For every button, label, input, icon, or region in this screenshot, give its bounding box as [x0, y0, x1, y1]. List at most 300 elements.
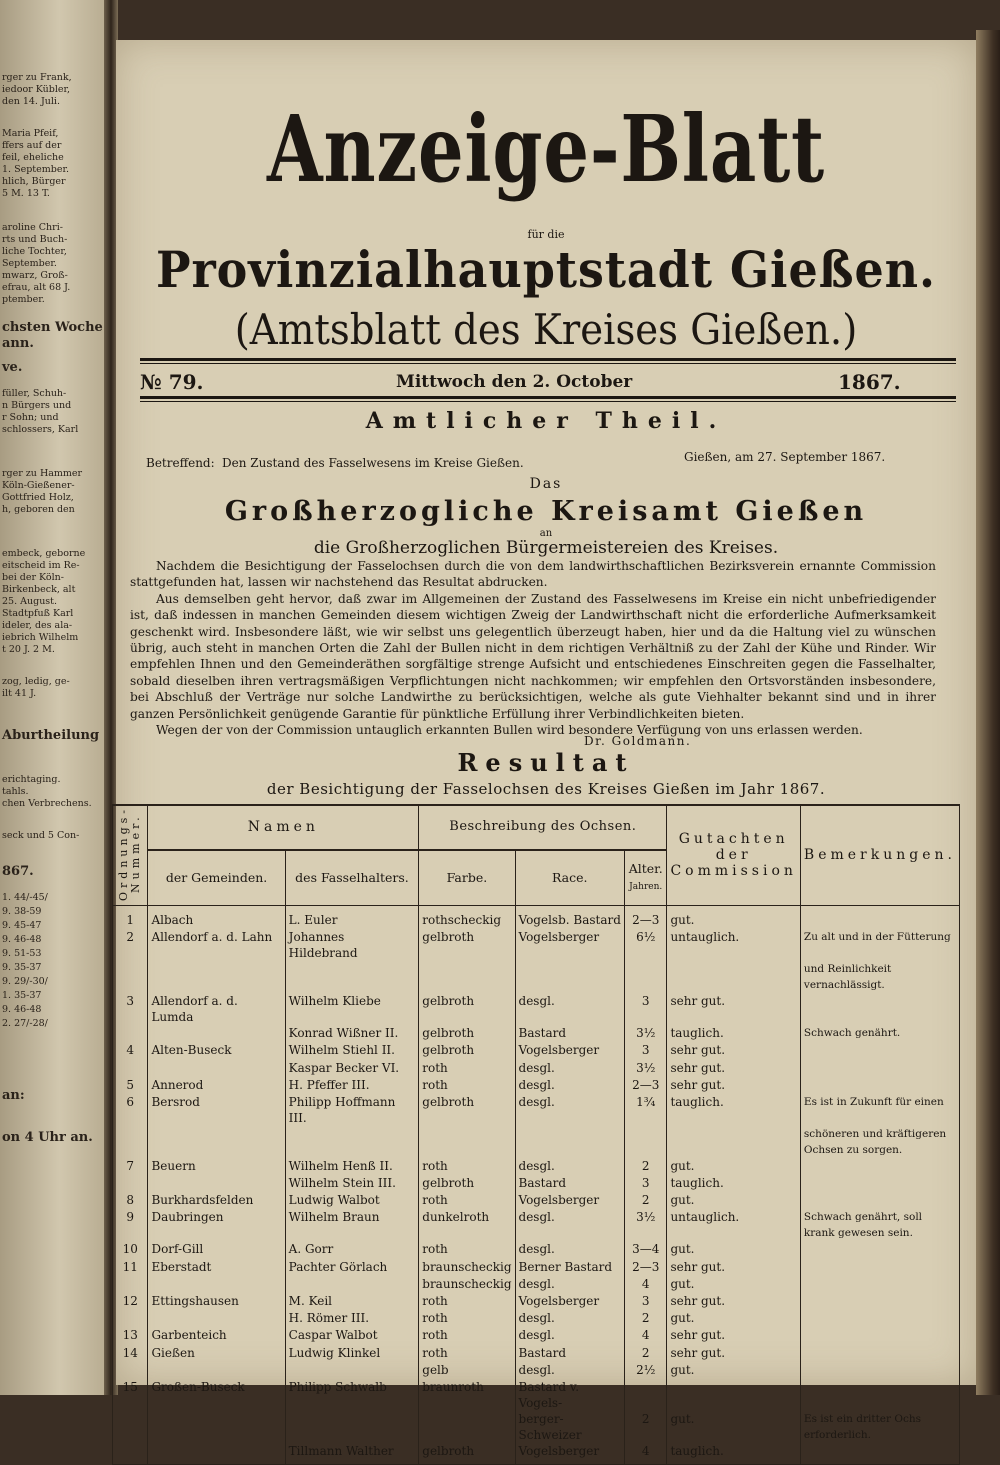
signature: Dr. Goldmann. [584, 734, 692, 748]
cell-nr [113, 1310, 148, 1327]
cell-halter: Tillmann Walther [285, 1443, 419, 1460]
cell-bem [800, 1077, 959, 1094]
masthead-subtitle: Provinzialhauptstadt Gießen. [156, 240, 936, 299]
fragment-line: ve. [2, 360, 23, 375]
table-row [113, 1362, 960, 1379]
fragment-line: n Bürgers und [2, 400, 72, 411]
col-gemeinden: der Gemeinden. [148, 850, 285, 906]
paragraph: Wegen der von der Commission untauglich erkannten Bullen wird besondere Verfügung von uns erlassen werden. [156, 723, 863, 738]
cell-gemeinde: Alten-Buseck [148, 1042, 285, 1059]
cell-race: desgl. [515, 993, 624, 1025]
cell-bem [800, 1060, 959, 1077]
cell-farbe: gelbroth [419, 1025, 515, 1042]
issue-date: Mittwoch den 2. October [396, 372, 633, 392]
fragment-line: chen Verbrechens. [2, 798, 92, 809]
cell-bem: und Reinlichkeit vernachlässigt. [800, 961, 959, 993]
cell-gutachten: sehr gut. [667, 1042, 800, 1059]
cell-halter: L. Euler [285, 912, 419, 929]
table-row [113, 1259, 960, 1276]
cell-gemeinde: Annerod [148, 1077, 285, 1094]
cell-bem [800, 1443, 959, 1460]
cell-nr: 2 [113, 929, 148, 961]
fragment-line: 9. 46-48 [2, 1004, 42, 1015]
cell-farbe [419, 1411, 515, 1443]
fragment-line: efrau, alt 68 J. [2, 282, 71, 293]
cell-gutachten: tauglich. [667, 1094, 800, 1126]
cell-farbe: dunkelroth [419, 1209, 515, 1241]
table-row [113, 1327, 960, 1344]
cell-race: desgl. [515, 1060, 624, 1077]
cell-alter: 6½ [624, 929, 666, 961]
issuer-das: Das [529, 476, 563, 492]
cell-gemeinde: Gießen [148, 1345, 285, 1362]
cell-race [515, 961, 624, 993]
cell-gemeinde: Burkhardsfelden [148, 1192, 285, 1209]
cell-halter: Ludwig Walbot [285, 1192, 419, 1209]
cell-nr: 9 [113, 1209, 148, 1241]
cell-bem [800, 1042, 959, 1059]
fragment-line: on 4 Uhr an. [2, 1130, 93, 1145]
cell-gemeinde: Bersrod [148, 1094, 285, 1126]
cell-halter [285, 1126, 419, 1158]
cell-halter: A. Gorr [285, 1241, 419, 1258]
fragment-line: schlossers, Karl [2, 424, 79, 435]
cell-alter: 2—3 [624, 1077, 666, 1094]
col-farbe: Farbe. [419, 850, 515, 906]
paragraph: Aus demselben geht hervor, daß zwar im Allgemeinen der Zustand des Fasselwesens im Kreise ein nicht unbefriedigender ist, daß indessen in manchen Gemeinden diesem wichtigen Zweig der Landwirthschaft nicht die erforderliche Aufmerksamkeit geschenkt wird. Insbesondere läßt, wie wir selbst uns gelegentlich überzeugt haben, hier und da die Haltung viel zu wünschen übrig, auch steht in manchen Orten die Zahl der Bullen nicht in dem richtigen Verhältniß zu der Zahl der Kühe und Rinder. Wir empfehlen Ihnen und den Gemeinderäthen sorgfältige strenge Aufsicht und entschiedenes Einschreiten gegen die Fasselhalter, sobald dieselben ihren vertragsmäßigen Verpflichtungen nicht nachkommen; wir empfehlen den Ortsvorständen insbesondere, bei Abschluß der Verträge nur solche Landwirthe zu berücksichtigen, welche als gute Viehhalter bekannt sind und in ihrer ganzen Persönlichkeit genügende Garantie für pünktliche Erfüllung ihrer Verbindlichkeiten bieten. [130, 591, 936, 721]
cell-gutachten: sehr gut. [667, 1077, 800, 1094]
fragment-line: ffers auf der [2, 140, 62, 151]
fragment-line: füller, Schuh- [2, 388, 67, 399]
cell-nr: 3 [113, 993, 148, 1025]
fragment-line: h, geboren den [2, 504, 75, 515]
cell-bem: Schwach genährt, soll krank gewesen sein. [800, 1209, 959, 1241]
cell-gemeinde [148, 1362, 285, 1379]
table-row [113, 961, 960, 993]
cell-gutachten: gut. [667, 1241, 800, 1258]
fragment-line: 9. 35-37 [2, 962, 42, 973]
cell-alter: 2½ [624, 1362, 666, 1379]
col-bemerkungen: Bemerkungen. [800, 805, 959, 905]
cell-farbe [419, 961, 515, 993]
cell-gemeinde [148, 1060, 285, 1077]
cell-alter: 3 [624, 1175, 666, 1192]
table-row [113, 1126, 960, 1158]
table-row [113, 1060, 960, 1077]
fragment-line: 9. 29/-30/ [2, 976, 48, 987]
cell-halter: Wilhelm Stiehl II. [285, 1042, 419, 1059]
col-race: Race. [515, 850, 624, 906]
cell-nr: 13 [113, 1327, 148, 1344]
cell-gutachten: tauglich. [667, 1443, 800, 1460]
cell-race: berger-Schweizer [515, 1411, 624, 1443]
cell-gemeinde: Großen-Buseck [148, 1379, 285, 1411]
col-ord: Ordnungs-Nummer. [113, 805, 148, 905]
betreff-label: Betreffend: [146, 456, 215, 470]
fragment-line: chsten Woche [2, 320, 103, 335]
fragment-line: an: [2, 1088, 25, 1103]
cell-farbe: gelbroth [419, 993, 515, 1025]
cell-farbe: gelb [419, 1362, 515, 1379]
cell-farbe: roth [419, 1310, 515, 1327]
fragment-line: iedoor Kübler, [2, 84, 71, 95]
cell-farbe: roth [419, 1158, 515, 1175]
cell-halter [285, 1362, 419, 1379]
newspaper-page [116, 40, 976, 1458]
cell-nr [113, 1126, 148, 1158]
cell-farbe: braunscheckig [419, 1259, 515, 1276]
fragment-line: Köln-Gießener- [2, 480, 75, 491]
cell-alter [624, 961, 666, 993]
table-row [113, 929, 960, 961]
fragment-line: 5 M. 13 T. [2, 188, 50, 199]
result-subtitle: der Besichtigung der Fasselochsen des Kreises Gießen im Jahr 1867. [266, 780, 826, 798]
cell-alter: 2 [624, 1411, 666, 1443]
cell-halter [285, 1276, 419, 1293]
cell-farbe: gelbroth [419, 1175, 515, 1192]
cell-gemeinde: Albach [148, 912, 285, 929]
cell-nr: 8 [113, 1192, 148, 1209]
cell-halter: Pachter Görlach [285, 1259, 419, 1276]
fragment-line: Stadtpfuß Karl [2, 608, 74, 619]
masthead-title: Anzeige-Blatt [267, 95, 825, 203]
fragment-line: mwarz, Groß- [2, 270, 68, 281]
fragment-line: ptember. [2, 294, 45, 305]
table-row [113, 1158, 960, 1175]
cell-nr: 14 [113, 1345, 148, 1362]
fragment-line: rger zu Frank, [2, 72, 72, 83]
cell-halter: Ludwig Klinkel [285, 1345, 419, 1362]
book-edge [976, 30, 1000, 1395]
table-row [113, 1094, 960, 1126]
cell-alter: 3½ [624, 1209, 666, 1241]
cell-bem: Es ist in Zukunft für einen [800, 1094, 959, 1126]
cell-alter: 3 [624, 1293, 666, 1310]
place-date: Gießen, am 27. September 1867. [684, 450, 886, 464]
recipients: die Großherzoglichen Bürgermeistereien des Kreises. [313, 538, 779, 558]
cell-gutachten: sehr gut. [667, 1293, 800, 1310]
rule-dateline-thin [140, 401, 956, 402]
cell-gemeinde: Allendorf a. d. Lumda [148, 993, 285, 1025]
cell-alter: 3 [624, 1042, 666, 1059]
cell-race: desgl. [515, 1077, 624, 1094]
cell-gutachten: gut. [667, 1192, 800, 1209]
cell-alter: 3—4 [624, 1241, 666, 1258]
cell-nr: 1 [113, 912, 148, 929]
cell-halter: Kaspar Becker VI. [285, 1060, 419, 1077]
cell-alter: 2 [624, 1345, 666, 1362]
fragment-line: 9. 46-48 [2, 934, 42, 945]
cell-race: desgl. [515, 1276, 624, 1293]
fragment-line: rger zu Hammer [2, 468, 83, 479]
cell-gemeinde [148, 1025, 285, 1042]
cell-gemeinde: Garbenteich [148, 1327, 285, 1344]
table-row [113, 1293, 960, 1310]
table-row [113, 993, 960, 1025]
table-row [113, 1345, 960, 1362]
fragment-line: hlich, Bürger [2, 176, 66, 187]
cell-gemeinde: Ettingshausen [148, 1293, 285, 1310]
fragment-line: 1. September. [2, 164, 69, 175]
cell-alter: 2 [624, 1310, 666, 1327]
cell-bem [800, 1241, 959, 1258]
cell-gutachten: gut. [667, 1158, 800, 1175]
cell-race: Vogelsb. Bastard [515, 912, 624, 929]
adjacent-page-fragment [0, 0, 108, 1395]
cell-alter: 2—3 [624, 912, 666, 929]
cell-bem: Schwach genährt. [800, 1025, 959, 1042]
cell-race: Vogelsberger [515, 929, 624, 961]
issuer-an: an [539, 528, 553, 539]
col-namen: Namen [148, 805, 419, 850]
cell-gemeinde: Allendorf a. d. Lahn [148, 929, 285, 961]
cell-bem [800, 1327, 959, 1344]
cell-gemeinde [148, 1175, 285, 1192]
cell-race: Berner Bastard [515, 1259, 624, 1276]
fragment-line: Maria Pfeif, [2, 128, 59, 139]
cell-gutachten: gut. [667, 1362, 800, 1379]
cell-race: Vogelsberger [515, 1293, 624, 1310]
cell-farbe: roth [419, 1345, 515, 1362]
cell-gutachten: sehr gut. [667, 1259, 800, 1276]
cell-nr [113, 1443, 148, 1460]
cell-nr [113, 1175, 148, 1192]
cell-nr [113, 1025, 148, 1042]
results-table [112, 804, 960, 1465]
fragment-line: tahls. [2, 786, 29, 797]
cell-halter: Wilhelm Braun [285, 1209, 419, 1241]
col-alter: Alter. Jahren. [624, 850, 666, 906]
cell-gutachten: tauglich. [667, 1025, 800, 1042]
fragment-line: seck und 5 Con- [2, 830, 80, 841]
cell-nr: 7 [113, 1158, 148, 1175]
cell-nr: 5 [113, 1077, 148, 1094]
cell-farbe: roth [419, 1077, 515, 1094]
section-heading: Amtlicher Theil. [365, 408, 727, 434]
cell-halter [285, 961, 419, 993]
col-fasselhalter: des Fasselhalters. [285, 850, 419, 906]
cell-alter: 2—3 [624, 1259, 666, 1276]
fragment-line: 867. [2, 864, 34, 879]
cell-bem [800, 1293, 959, 1310]
fragment-line: aroline Chri- [2, 222, 63, 233]
cell-farbe: roth [419, 1192, 515, 1209]
cell-alter: 2 [624, 1192, 666, 1209]
cell-bem [800, 1362, 959, 1379]
cell-race: desgl. [515, 1362, 624, 1379]
cell-nr: 15 [113, 1379, 148, 1411]
col-gutachten: Gutachten der Commission [667, 805, 800, 905]
cell-alter: 4 [624, 1276, 666, 1293]
cell-bem [800, 1192, 959, 1209]
cell-bem: schöneren und kräftigeren Ochsen zu sorgen. [800, 1126, 959, 1158]
cell-bem [800, 1175, 959, 1192]
issuer-name: Großherzogliche Kreisamt Gießen [224, 496, 868, 527]
cell-halter: Johannes Hildebrand [285, 929, 419, 961]
cell-race: Vogelsberger [515, 1042, 624, 1059]
fragment-line: den 14. Juli. [2, 96, 60, 107]
rule-top [140, 358, 956, 361]
cell-alter [624, 1126, 666, 1158]
fragment-line: eitscheid im Re- [2, 560, 80, 571]
cell-gutachten: sehr gut. [667, 1060, 800, 1077]
fragment-line: September. [2, 258, 57, 269]
cell-gutachten: untauglich. [667, 929, 800, 961]
cell-race: Vogelsberger [515, 1443, 624, 1460]
table-row [113, 1241, 960, 1258]
cell-gemeinde [148, 1126, 285, 1158]
cell-nr: 6 [113, 1094, 148, 1126]
cell-race: desgl. [515, 1158, 624, 1175]
cell-race: Bastard [515, 1345, 624, 1362]
cell-halter: Philipp Hoffmann III. [285, 1094, 419, 1126]
cell-gutachten: sehr gut. [667, 1345, 800, 1362]
cell-gemeinde [148, 1411, 285, 1443]
fragment-line: zog, ledig, ge- [2, 676, 70, 687]
table-row [113, 912, 960, 929]
cell-gutachten: gut. [667, 1276, 800, 1293]
cell-farbe: roth [419, 1241, 515, 1258]
cell-nr [113, 1362, 148, 1379]
table-row [113, 1209, 960, 1241]
cell-farbe: gelbroth [419, 1443, 515, 1460]
cell-alter: 3 [624, 993, 666, 1025]
cell-alter: 4 [624, 1327, 666, 1344]
fragment-line: 2. 27/-28/ [2, 1018, 48, 1029]
cell-halter [285, 1411, 419, 1443]
table-row [113, 1411, 960, 1443]
cell-bem [800, 993, 959, 1025]
cell-gutachten [667, 961, 800, 993]
cell-bem [800, 912, 959, 929]
cell-nr [113, 1411, 148, 1443]
cell-nr [113, 1060, 148, 1077]
table-row [113, 1042, 960, 1059]
cell-bem: Es ist ein dritter Ochs erforderlich. [800, 1411, 959, 1443]
cell-gemeinde: Beuern [148, 1158, 285, 1175]
cell-race: desgl. [515, 1241, 624, 1258]
cell-alter: 3½ [624, 1060, 666, 1077]
cell-halter: H. Römer III. [285, 1310, 419, 1327]
fragment-line: feil, eheliche [2, 152, 64, 163]
cell-nr: 12 [113, 1293, 148, 1310]
cell-farbe: roth [419, 1327, 515, 1344]
cell-gutachten: untauglich. [667, 1209, 800, 1241]
fragment-line: t 20 J. 2 M. [2, 644, 55, 655]
fragment-line: Birkenbeck, alt [2, 584, 76, 595]
cell-gutachten: sehr gut. [667, 1327, 800, 1344]
cell-farbe: braunscheckig [419, 1276, 515, 1293]
cell-nr [113, 961, 148, 993]
cell-bem [800, 1259, 959, 1276]
cell-race: Bastard [515, 1175, 624, 1192]
cell-farbe: gelbroth [419, 1042, 515, 1059]
cell-halter: M. Keil [285, 1293, 419, 1310]
cell-farbe: roth [419, 1060, 515, 1077]
cell-halter: Philipp Schwalb [285, 1379, 419, 1411]
fragment-line: ann. [2, 336, 34, 351]
cell-nr: 10 [113, 1241, 148, 1258]
cell-gemeinde [148, 1310, 285, 1327]
cell-farbe: braunroth [419, 1379, 515, 1411]
cell-nr [113, 1276, 148, 1293]
cell-race: Vogelsberger [515, 1192, 624, 1209]
cell-farbe: gelbroth [419, 929, 515, 961]
fragment-line: ideler, des ala- [2, 620, 73, 631]
betreff-text: Den Zustand des Fasselwesens im Kreise Gießen. [222, 456, 524, 470]
fragment-line: 1. 44/-45/ [2, 892, 48, 903]
cell-race: Bastard [515, 1025, 624, 1042]
table-row [113, 1077, 960, 1094]
cell-race [515, 1126, 624, 1158]
cell-nr: 4 [113, 1042, 148, 1059]
result-title: Resultat [457, 748, 635, 777]
cell-race: desgl. [515, 1310, 624, 1327]
cell-alter: 4 [624, 1443, 666, 1460]
fragment-line: 25. August. [2, 596, 58, 607]
cell-halter: Wilhelm Henß II. [285, 1158, 419, 1175]
fragment-line: liche Tochter, [2, 246, 67, 257]
table-row [113, 1310, 960, 1327]
cell-gutachten: gut. [667, 912, 800, 929]
fragment-line: Aburtheilung [2, 728, 100, 743]
cell-race: Bastard v. Vogels- [515, 1379, 624, 1411]
cell-gutachten: sehr gut. [667, 993, 800, 1025]
cell-bem [800, 1158, 959, 1175]
cell-gutachten [667, 1126, 800, 1158]
cell-gemeinde [148, 1443, 285, 1460]
fragment-line: 1. 35-37 [2, 990, 42, 1001]
cell-gutachten: gut. [667, 1411, 800, 1443]
cell-farbe: gelbroth [419, 1094, 515, 1126]
cell-halter: H. Pfeffer III. [285, 1077, 419, 1094]
cell-bem [800, 1310, 959, 1327]
table-row [113, 1025, 960, 1042]
cell-bem: Zu alt und in der Fütterung [800, 929, 959, 961]
fragment-line: ilt 41 J. [2, 688, 37, 699]
cell-alter: 2 [624, 1158, 666, 1175]
masthead-subtitle2: (Amtsblatt des Kreises Gießen.) [234, 305, 858, 354]
cell-farbe: rothscheckig [419, 912, 515, 929]
fragment-line: r Sohn; und [2, 412, 59, 423]
cell-halter: Wilhelm Kliebe [285, 993, 419, 1025]
fragment-line: Gottfried Holz, [2, 492, 74, 503]
masthead-fuer-die: für die [527, 228, 565, 241]
cell-bem [800, 1345, 959, 1362]
cell-race: desgl. [515, 1209, 624, 1241]
cell-gemeinde [148, 1276, 285, 1293]
rule-dateline [140, 396, 956, 399]
cell-halter: Caspar Walbot [285, 1327, 419, 1344]
cell-gemeinde: Eberstadt [148, 1259, 285, 1276]
cell-farbe [419, 1126, 515, 1158]
table-row [113, 1192, 960, 1209]
fragment-line: embeck, geborne [2, 548, 86, 559]
col-beschreibung: Beschreibung des Ochsen. [419, 805, 667, 850]
table-row [113, 1276, 960, 1293]
cell-alter: 3½ [624, 1025, 666, 1042]
fragment-line: rts und Buch- [2, 234, 68, 245]
cell-halter: Konrad Wißner II. [285, 1025, 419, 1042]
cell-gemeinde: Dorf-Gill [148, 1241, 285, 1258]
fragment-line: 9. 51-53 [2, 948, 42, 959]
issue-number: № 79. [140, 370, 204, 394]
body-text [130, 558, 936, 738]
paragraph: Nachdem die Besichtigung der Fasselochsen durch die von dem landwirthschaftlichen Bezirksverein ernannte Commission stattgefunden hat, lassen wir nachstehend das Resultat abdrucken. [130, 559, 936, 590]
rule-top-thin [140, 363, 956, 364]
cell-race: desgl. [515, 1327, 624, 1344]
table-row [113, 1443, 960, 1460]
